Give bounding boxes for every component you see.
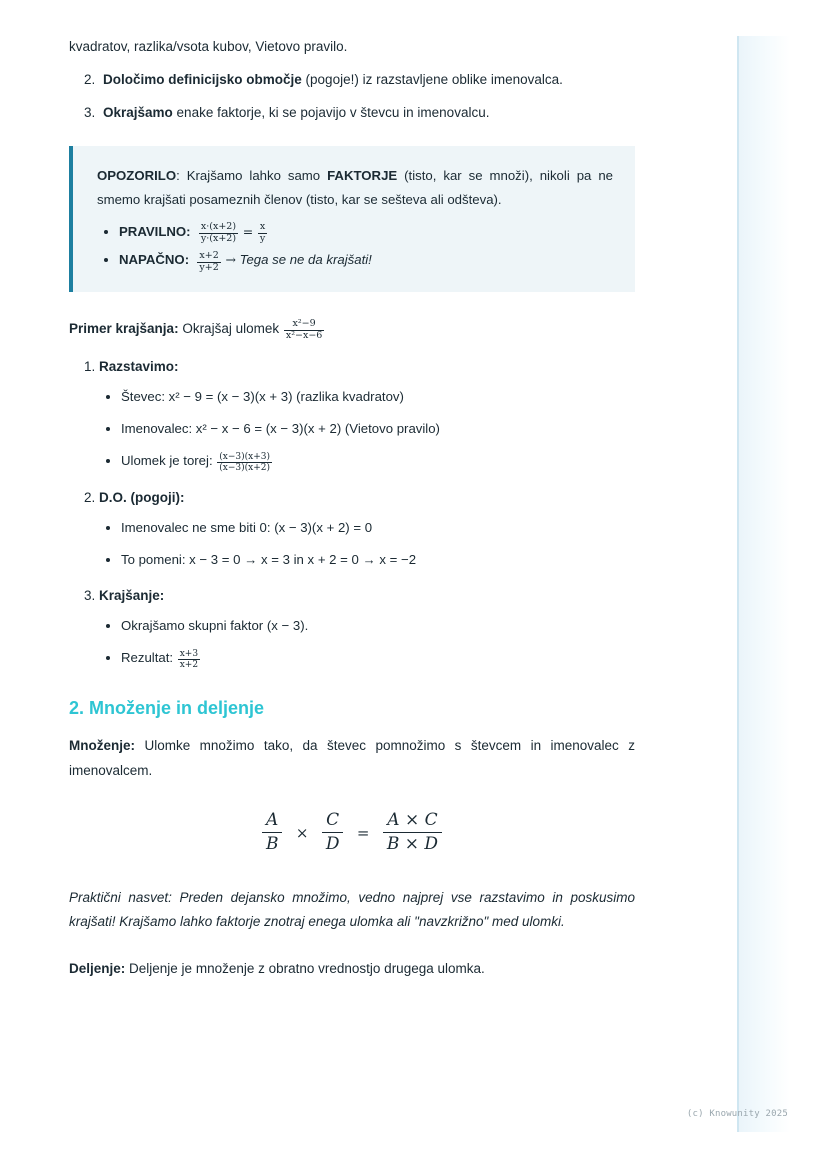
list-item	[99, 68, 635, 91]
solution-step-1-title: Razstavimo:	[99, 358, 179, 374]
fraction-denominator: D	[325, 834, 340, 855]
list-item: • To pomeni: x − 3 = 0 → x = 3 in x + 2 = 0 → x = −2	[121, 548, 635, 571]
fraction-denominator: (x−3)(x+2)	[219, 462, 271, 473]
fraction-wrong	[197, 251, 220, 274]
fraction-a-over-b	[262, 810, 283, 856]
page-side-divider	[737, 36, 739, 1132]
solution-step-2-bullets	[99, 516, 635, 571]
copyright-footer: (c) Knowunity 2025	[686, 1109, 788, 1119]
equals-operator-icon: =	[356, 823, 370, 842]
list-item	[99, 101, 635, 124]
list-item	[119, 219, 613, 245]
fraction-numerator: x+3	[179, 648, 199, 659]
multiplication-text: Ulomke množimo tako, da števec pomnožimo s števcem in imenovalec z imenovalcem.	[69, 738, 635, 779]
list-item	[99, 356, 635, 473]
list-item: • Imenovalec: x² − x − 6 = (x − 3)(x + 2) (Vietovo pravilo)	[121, 417, 635, 440]
list-item	[121, 646, 635, 670]
fraction-numerator: x²−9	[284, 319, 325, 331]
fraction-c-over-d	[322, 810, 344, 856]
wrong-label: NAPAČNO:	[119, 252, 190, 268]
solution-step-3-title: Krajšanje:	[99, 588, 165, 604]
equals-sign: =	[242, 223, 254, 239]
fraction-denominator: x+2	[179, 660, 199, 671]
fraction-numerator: x+2	[199, 249, 219, 261]
fraction-numerator: x	[258, 222, 267, 234]
fraction-numerator: A × C	[383, 810, 442, 833]
bullet-text: Rezultat:	[121, 650, 174, 666]
step-2-bold-label: Določimo definicijsko območje	[103, 71, 302, 87]
fraction-product	[383, 810, 442, 856]
fraction-numerator: A	[262, 810, 283, 833]
callout-bold-word: FAKTORJE	[327, 168, 398, 184]
fraction-denominator: y·(x+2)	[200, 233, 237, 245]
page-side-gradient-panel	[738, 36, 790, 1132]
list-item	[121, 449, 635, 473]
correct-label: PRAVILNO:	[119, 223, 191, 239]
example-text: Okrajšaj ulomek	[178, 320, 283, 336]
fraction-denominator: y	[259, 233, 266, 245]
fraction-factored-form	[217, 452, 272, 474]
multiplication-label: Množenje:	[69, 738, 135, 754]
practical-advice-paragraph: Praktični nasvet: Preden dejansko množimo, vedno najprej vse razstavimo in poskusimo krajšati! Krajšamo lahko faktorje znotraj enega ulomka ali "navzkrižno" med ulomki.	[69, 889, 635, 930]
list-item: • Števec: x² − 9 = (x − 3)(x + 3) (razlika kvadratov)	[121, 385, 635, 408]
bullet-text: Ulomek je torej:	[121, 452, 213, 468]
list-item	[99, 585, 635, 670]
solution-step-3-bullets	[99, 614, 635, 670]
step-2-text: (pogoje!) iz razstavljene oblike imenovalca.	[301, 71, 563, 87]
fraction-result	[178, 649, 200, 671]
fraction-denominator: x²−x−6	[285, 329, 323, 341]
callout-text-before: : Krajšamo lahko samo	[176, 168, 328, 184]
division-text: Deljenje je množenje z obratno vrednostjo drugega ulomka.	[125, 961, 485, 977]
callout-paragraph	[97, 164, 613, 213]
callout-text-after: (tisto, kar se množi), nikoli pa ne smemo krajšati posameznih členov (tisto, kar se sešteva ali odšteva).	[97, 168, 613, 208]
solution-step-1-bullets	[99, 385, 635, 473]
fraction-denominator: y+2	[199, 261, 219, 273]
multiply-operator-icon: ×	[295, 823, 309, 842]
example-label: Primer krajšanja:	[69, 320, 179, 336]
fraction-example-expression	[284, 319, 325, 342]
arrow-icon: →	[225, 252, 236, 268]
fraction-numerator: (x−3)(x+3)	[219, 451, 271, 462]
multiplication-paragraph	[69, 734, 635, 784]
fraction-correct-right	[258, 222, 267, 245]
warning-callout	[69, 146, 635, 292]
division-label: Deljenje:	[69, 961, 126, 977]
list-item: • Okrajšamo skupni faktor (x − 3).	[121, 614, 635, 637]
callout-examples-list	[97, 219, 613, 274]
solution-steps-list	[69, 356, 635, 671]
continued-text-line: kvadratov, razlika/vsota kubov, Vietovo pravilo.	[69, 39, 348, 54]
fraction-numerator: C	[322, 810, 344, 833]
wrong-note-text: Tega se ne da krajšati!	[239, 252, 372, 268]
list-item: • Imenovalec ne sme biti 0: (x − 3)(x + 2) = 0	[121, 516, 635, 539]
section-heading-multiplication-division: 2. Množenje in deljenje	[69, 697, 265, 718]
fraction-numerator: x·(x+2)	[199, 222, 238, 234]
multiplication-formula	[69, 810, 635, 856]
document-content	[69, 36, 635, 992]
fraction-correct-left	[199, 222, 238, 245]
main-procedure-list	[69, 68, 635, 124]
fraction-denominator: B × D	[386, 834, 439, 855]
step-3-text: enake faktorje, ki se pojavijo v števcu in imenovalcu.	[172, 104, 490, 120]
solution-step-2-title: D.O. (pogoji):	[99, 490, 185, 506]
list-item	[119, 247, 613, 273]
step-3-bold-label: Okrajšamo	[103, 104, 173, 120]
division-paragraph	[69, 957, 635, 982]
list-item	[99, 487, 635, 571]
example-intro	[69, 318, 635, 342]
fraction-denominator: B	[265, 834, 279, 855]
callout-label: OPOZORILO	[97, 168, 177, 184]
